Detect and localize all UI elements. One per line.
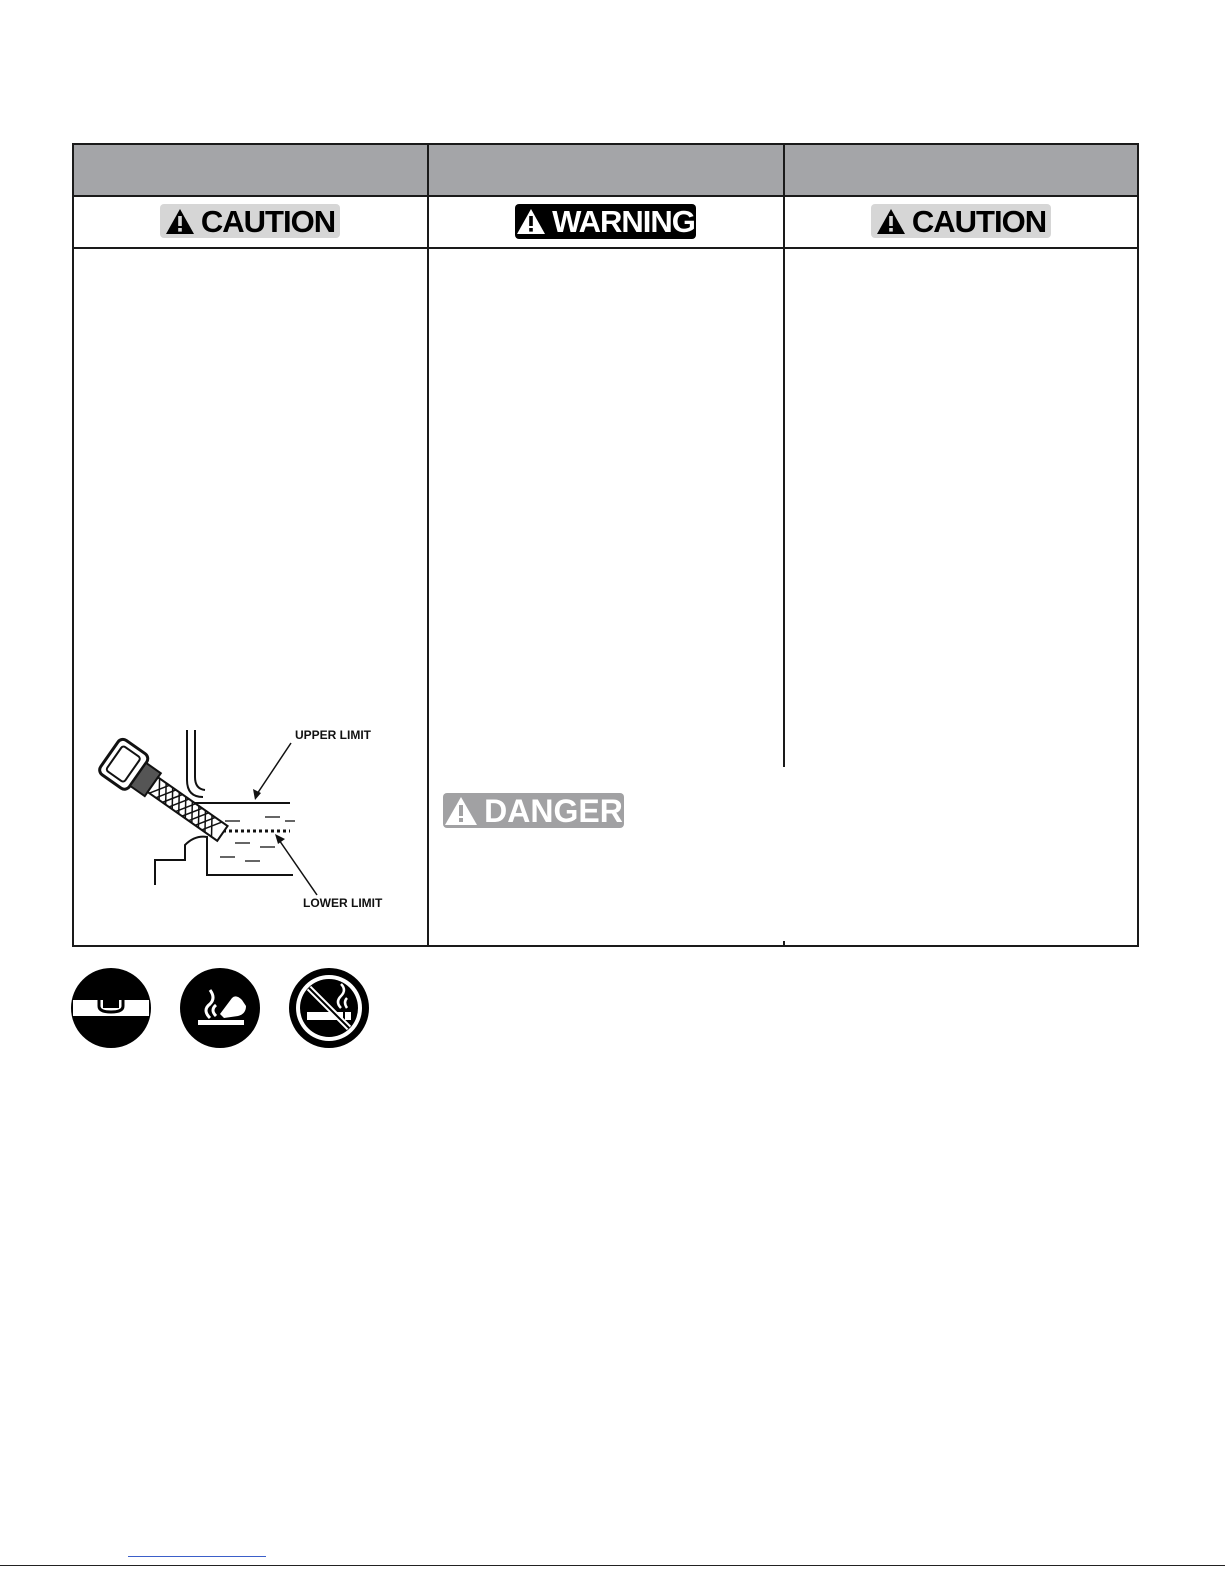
upper-limit-label: UPPER LIMIT — [295, 728, 372, 742]
column-divider-right-stub — [783, 941, 785, 947]
footer-link-underline[interactable] — [128, 1556, 266, 1557]
lower-limit-label: LOWER LIMIT — [303, 896, 383, 910]
warning-triangle-icon — [444, 796, 478, 826]
oil-level-diagram — [95, 725, 395, 925]
caution-text: CAUTION — [911, 203, 1047, 239]
level-surface-icon — [71, 968, 151, 1048]
column-divider-right — [783, 145, 785, 767]
warning-triangle-icon — [165, 208, 195, 235]
caution-text: CAUTION — [200, 203, 336, 239]
footer-rule — [0, 1565, 1225, 1566]
warning-triangle-icon — [516, 208, 546, 235]
warning-text: WARNING — [552, 204, 695, 239]
danger-text: DANGER — [484, 792, 623, 829]
danger-label — [443, 793, 624, 828]
oil-filler-cap-drawing — [95, 725, 395, 925]
warning-triangle-icon — [876, 208, 906, 235]
caution-label-col1 — [160, 204, 340, 238]
hot-surface-hand-icon — [180, 968, 260, 1048]
caution-label-col3 — [871, 204, 1051, 238]
no-smoking-icon — [289, 968, 369, 1048]
table-header-row — [74, 145, 1137, 197]
warning-label-col2 — [515, 204, 696, 239]
column-divider-left — [427, 145, 429, 947]
